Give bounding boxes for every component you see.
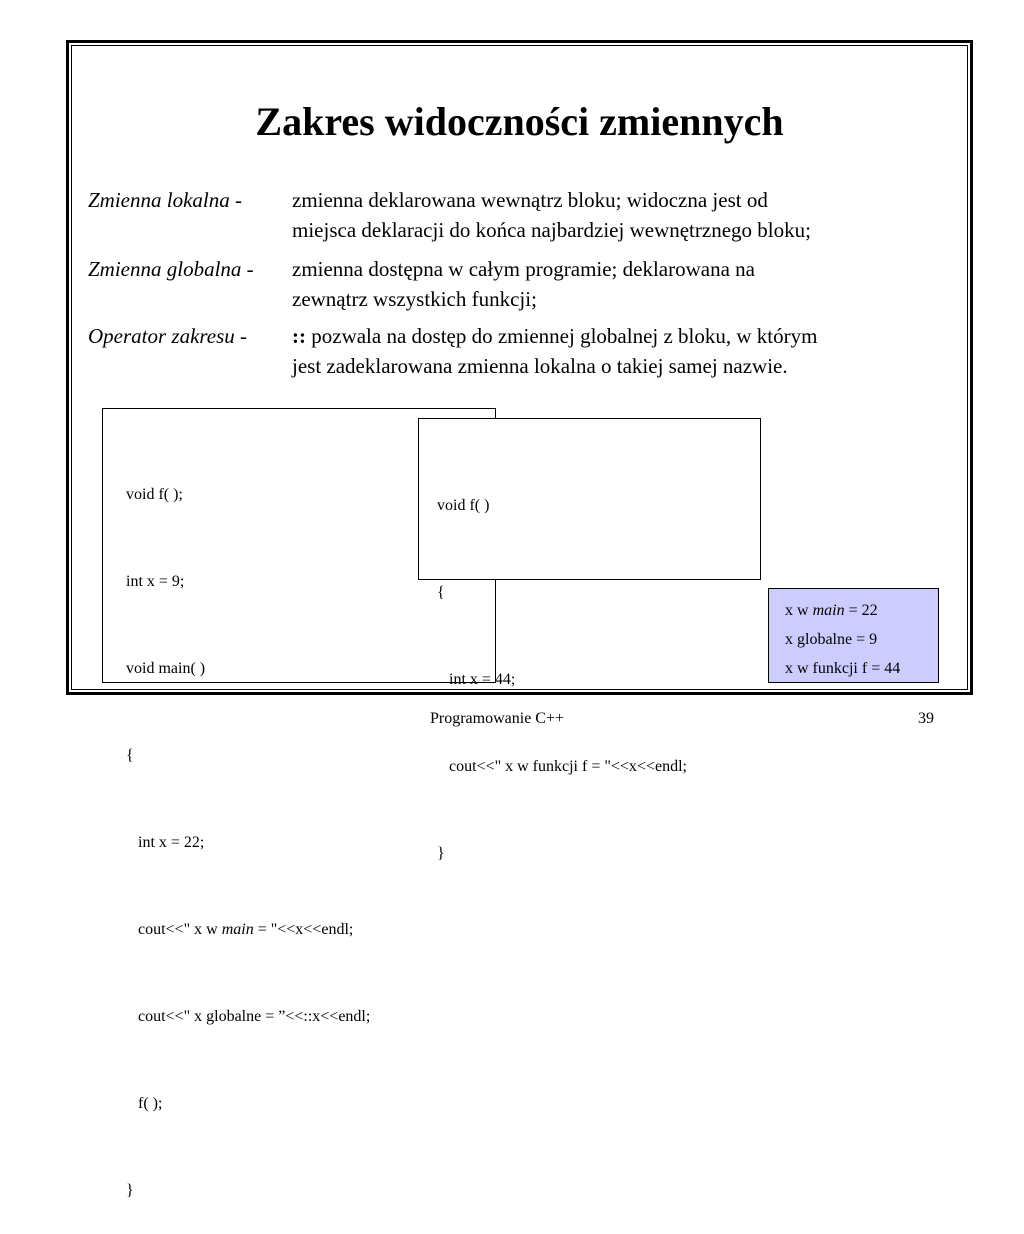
output-text: = 22 bbox=[844, 602, 878, 619]
output-line: x globalne = 9 bbox=[785, 631, 878, 648]
slide-title: Zakres widoczności zmiennych bbox=[255, 99, 784, 144]
code-line: } bbox=[126, 1182, 134, 1199]
footer-page-number: 39 bbox=[918, 710, 934, 727]
code-line: } bbox=[437, 845, 445, 862]
code-italic-text: main bbox=[221, 921, 254, 938]
definition-term bbox=[88, 254, 254, 284]
output-text: x w bbox=[785, 602, 813, 619]
code-line: int x = 9; bbox=[126, 573, 185, 590]
footer-course-name: Programowanie C++ bbox=[430, 710, 565, 727]
description-line: zmienna dostępna w całym programie; deklarowana na bbox=[292, 257, 755, 281]
definition-description bbox=[292, 185, 952, 245]
term-separator: - bbox=[229, 188, 242, 212]
code-text: = "<<x<<endl; bbox=[253, 921, 354, 938]
scope-operator-symbol: :: bbox=[292, 324, 306, 348]
output-line bbox=[785, 596, 938, 625]
output-line: x w funkcji f = 44 bbox=[785, 660, 901, 677]
code-line: f( ); bbox=[126, 1095, 163, 1112]
definition-description bbox=[292, 321, 952, 381]
code-line: int x = 44; bbox=[437, 671, 516, 688]
code-line: void f( ); bbox=[126, 486, 183, 503]
definition-term bbox=[88, 321, 247, 351]
code-line: void f( ) bbox=[437, 497, 490, 514]
definition-description bbox=[292, 254, 952, 314]
output-italic-text: main bbox=[812, 602, 845, 619]
description-line: jest zadeklarowana zmienna lokalna o takiej samej nazwie. bbox=[292, 354, 788, 378]
program-output-box bbox=[768, 588, 939, 683]
description-line: zmienna deklarowana wewnątrz bloku; widoczna jest od bbox=[292, 188, 768, 212]
description-line: miejsca deklaracji do końca najbardziej wewnętrznego bloku; bbox=[292, 218, 811, 242]
term-text: Operator zakresu bbox=[88, 324, 235, 348]
code-line: void main( ) bbox=[126, 660, 206, 677]
code-line: cout<<" x w funkcji f = "<<x<<endl; bbox=[437, 758, 687, 775]
code-line: { bbox=[437, 584, 445, 601]
term-text: Zmienna lokalna bbox=[88, 188, 230, 212]
description-line: zewnątrz wszystkich funkcji; bbox=[292, 287, 537, 311]
code-line bbox=[126, 915, 495, 944]
code-line: int x = 22; bbox=[126, 834, 205, 851]
term-separator: - bbox=[234, 324, 248, 348]
code-text: cout<<" x w bbox=[126, 921, 222, 938]
definition-term bbox=[88, 185, 242, 215]
code-line: cout<<" x globalne = ”<<::x<<endl; bbox=[126, 1008, 371, 1025]
description-text: pozwala na dostęp do zmiennej globalnej z bloku, w którym bbox=[306, 324, 818, 348]
description-line bbox=[292, 321, 952, 351]
code-line: { bbox=[126, 747, 134, 764]
term-separator: - bbox=[241, 257, 254, 281]
term-text: Zmienna globalna bbox=[88, 257, 242, 281]
